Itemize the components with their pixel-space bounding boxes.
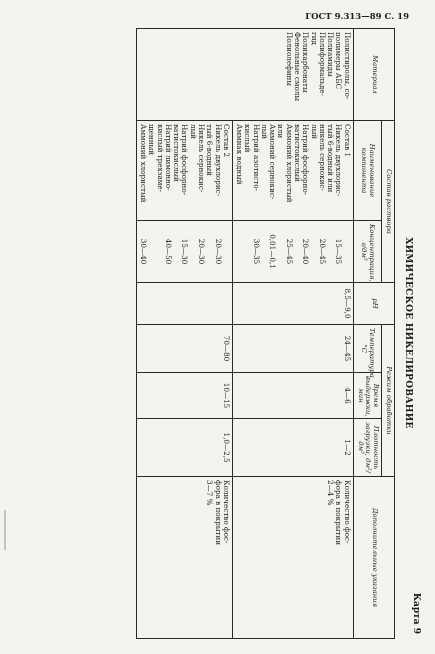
header-solution-group: Состав раствора [382,121,395,283]
table-row [136,29,232,639]
material-item: гид [309,32,319,45]
component-line: щенный [147,124,157,156]
composition-2-concentrations [136,221,232,283]
composition-label: Состав 2 [221,124,231,158]
header-concentration: Концентрация, г/дм³ [353,221,381,283]
header-mode-group: Режим обработки [382,325,395,477]
material-item: Полиформальде- [317,32,327,96]
table-row [232,29,353,639]
rotated-page-content [17,28,423,638]
material-item: полимеры АБС [334,32,344,90]
concentration-value: 20—30 [213,238,223,265]
header-time: Время выдержки, мин [353,373,381,419]
concentration-value: 20—30 [196,238,206,265]
header-temperature: Температура, °С [353,325,381,373]
component-line: кислый трехзаме- [155,124,165,193]
temperature-value: 24—45 [232,325,353,373]
concentration-value: 30—35 [251,238,261,265]
note-line: 3—7 % [205,480,215,506]
header-notes: Дополнительные указания [353,477,394,639]
composition-2-components [136,121,232,221]
ph-value: 8,5—9,0 [232,283,353,325]
page-title: ХИМИЧЕСКОЕ НИКЕЛИРОВАНИЕ [403,237,413,429]
component-line: тый 6-водный [205,124,215,176]
material-item: Поликарбонаты [301,32,311,93]
component-line: Никель сернокис- [196,124,206,193]
note-line: 2—4 % [326,480,336,506]
ph-value [136,283,232,325]
header-ph: pH [353,283,394,325]
concentration-value: 0,01—0,1 [268,234,278,269]
composition-1-concentrations [232,221,353,283]
time-value: 10—15 [136,373,232,419]
composition-1-components [232,121,353,221]
scan-artifact [4,510,6,550]
note-line: Количество фос- [221,480,231,544]
header-density: Плотность загрузки, дм²/дм³ [353,419,381,477]
note-cell [136,477,232,639]
page-header: ГОСТ 9.313—89 С. 19 [305,12,409,22]
concentration-value: 15—30 [180,238,190,265]
component-line: Натрий азотисто- [251,124,261,192]
material-item: Полиолефины [284,32,294,87]
material-item: Полистиролы, со- [342,32,352,100]
component-line: лый [259,124,269,140]
component-line: ватистокислый [293,124,303,182]
concentration-value: 25—45 [284,238,294,265]
card-label: Карта 9 [411,592,421,634]
nickel-plating-table [136,28,395,639]
note-cell [232,477,353,639]
header-component: Наименование компонента [353,121,381,221]
concentration-value: 20—40 [301,238,311,265]
component-line: Натрий фосфорно- [301,124,311,196]
component-line: лый [188,124,198,140]
component-line: Аммоний хлористый [139,124,148,203]
note-line: Количество фос- [342,480,352,544]
note-line: фора в покрытии [334,480,344,545]
component-line: Натрий фосфорно- [180,124,190,196]
component-line: Натрий лимонно- [163,124,173,191]
component-line: кислый [243,124,253,153]
composition-label: Состав 1 [342,124,352,158]
component-line: лый [309,124,319,140]
component-line: Аммоний хлористый [284,124,294,203]
concentration-value: 30—40 [139,238,148,265]
component-line: Никель двухлорис- [334,124,344,197]
component-line: Никель двухлорис- [213,124,223,197]
component-line: Аммиак водный [235,124,245,185]
component-line: никель сернокис- [317,124,327,191]
concentration-value: 40—50 [163,238,173,265]
temperature-value: 70—80 [136,325,232,373]
note-line: фора в покрытии [213,480,223,545]
concentration-value: 15—35 [334,238,344,265]
material-list [136,29,353,121]
density-value: 1,0—2,5 [136,419,232,477]
density-value: 1—2 [232,419,353,477]
material-item: Полиамиды [326,32,336,77]
component-line: ватистокислый [172,124,182,182]
concentration-value: 20—45 [317,238,327,265]
material-item: Фенольные смолы [293,32,303,102]
header-material: Материал [353,29,394,121]
component-line: Аммоний сернокис- [268,124,278,200]
component-line: тый 6-водный или [326,124,336,193]
time-value: 4—6 [232,373,353,419]
component-line: или [276,124,286,139]
